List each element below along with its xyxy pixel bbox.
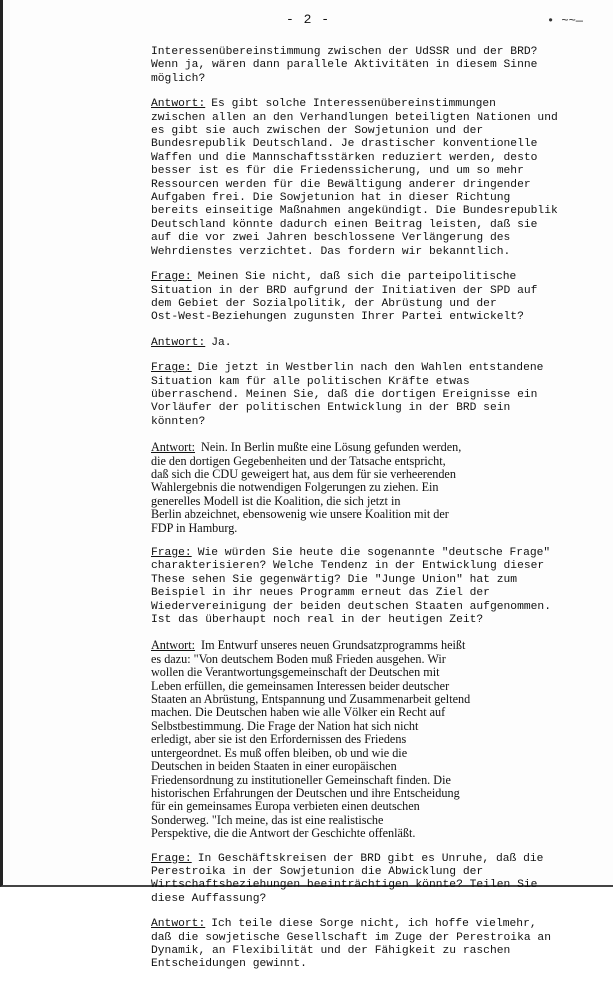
question-label: Frage:	[151, 362, 192, 375]
page-number: - 2 -	[285, 12, 330, 27]
question-paragraph	[151, 362, 561, 429]
question-text: Die jetzt in Westberlin nach den Wahlen entstandene Situation kam für alle politischen Kräfte etwas überraschend. Meinen Sie, daß die dortigen Ereignisse ein Vorläufer der politischen Entwicklung in der BRD sein könnten?	[151, 362, 544, 428]
answer-text: Im Entwurf unseres neuen Grundsatzprogramms heißt es dazu: "Von deutschem Boden muß Frieden ausgehen. Wir wollen die Verantwortungsgemeinschaft der Deutschen mit Leben erfüllen, die gemeinsamen Interessen beider deutscher Staaten an Abrüstung, Entspannung und Zusammenarbeit geltend machen. Die Deutschen haben wie alle Völker ein Recht auf Selbstbestimmung. Die Frage der Nation hat sich nicht erledigt, aber sie ist den Erfordernissen des Friedens untergeordnet. Es muß offen bleiben, ob und wie die Deutschen in beiden Staaten in einer europäischen Friedensordnung zu institutioneller Gemeinschaft finden. Die historischen Erfahrungen der Deutschen und ihre Entscheidung für ein gemeinsames Europa verbieten einen deutschen Sonderweg. "Ich meine, das ist eine realistische Perspektive, die die Antwort der Geschichte offenläßt.	[151, 638, 471, 841]
answer-text: Nein. In Berlin mußte eine Lösung gefunden werden, die den dortigen Gegebenheiten und der Tatsache entspricht, daß sich die CDU geweigert hat, aus dem für sie verheerenden Wahlergebnis die notwendigen Folgerungen zu ziehen. Ein generelles Modell ist die Koalition, die sich jetzt in Berlin abzeichnet, ebensowenig wie unsere Koalition mit der FDP in Hamburg.	[151, 440, 462, 535]
answer-text: Ich teile diese Sorge nicht, ich hoffe vielmehr, daß die sowjetische Gesellschaft im Zuge der Perestroika an Dynamik, an Flexibilität und der Fähigkeit zu raschen Entscheidungen gewinnt.	[151, 918, 551, 971]
answer-label: Antwort:	[151, 98, 206, 111]
answer-label: Antwort:	[151, 638, 196, 653]
question-text: In Geschäftskreisen der BRD gibt es Unruhe, daß die Perestroika in der Sowjetunion die Abwicklung der Wirtschaftsbeziehungen beeinträchtigen könnte? Teilen Sie diese Auffassung?	[151, 852, 544, 905]
question-text: Meinen Sie nicht, daß sich die parteipolitische Situation in der BRD aufgrund der Initiativen der SPD auf dem Gebiet der Sozialpolitik, der Abrüstung und der Ost-West-Beziehungen zugunsten Ihrer Partei entwickelt?	[151, 271, 538, 324]
question-label: Frage:	[151, 852, 192, 865]
question-paragraph	[151, 853, 561, 907]
question-label: Frage:	[151, 547, 192, 559]
paragraph-text: Interessenübereinstimmung zwischen der UdSSR und der BRD? Wenn ja, wären dann parallele Aktivitäten in diesem Sinne möglich?	[151, 46, 538, 85]
answer-text: Ja.	[211, 336, 232, 349]
answer-label: Antwort:	[151, 440, 196, 455]
document-body	[151, 46, 561, 984]
question-label: Frage:	[151, 271, 192, 284]
answer-paragraph	[151, 337, 561, 350]
corner-mark: • ~~—	[546, 14, 583, 28]
answer-text: Es gibt solche Interessenübereinstimmungen zwischen allen an den Verhandlungen beteiligten Nationen und es gibt sie auch zwischen der Sowjetunion und der Bundesrepublik Deutschland. Je drastischer konventionelle Waffen und die Mannschaftsstärken reduziert werden, desto besser ist es für die Friedenssicherung, und um so mehr Ressourcen werden für die Bewältigung anderer dringender Aufgaben frei. Die Sowjetunion hat in dieser Richtung bereits einseitige Maßnahmen angekündigt. Die Bundesrepublik Deutschland könnte dadurch einen Beitrag leisten, daß sie auf die vor zwei Jahren beschlossene Verlängerung des Wehrdienstes verzichtet. Das fordern wir bekanntlich.	[151, 98, 558, 258]
answer-paragraph	[151, 639, 561, 840]
answer-paragraph	[151, 918, 561, 972]
answer-label: Antwort:	[151, 918, 206, 931]
question-text: Wie würden Sie heute die sogenannte "deutsche Frage" charakterisieren? Welche Tendenz in der Entwicklung dieser These sehen Sie gegenwärtig? Die "Junge Union" hat zum Beispiel in ihr neues Programm erneut das Ziel der Wiedervereinigung der beiden deutschen Staaten aufgenommen. Ist das überhaupt noch real in der heutigen Zeit?	[151, 547, 551, 627]
question-paragraph	[151, 271, 561, 325]
answer-paragraph	[151, 98, 561, 259]
answer-paragraph	[151, 441, 561, 535]
paragraph-0	[151, 46, 561, 86]
answer-label: Antwort:	[151, 336, 206, 349]
question-paragraph	[151, 547, 561, 627]
